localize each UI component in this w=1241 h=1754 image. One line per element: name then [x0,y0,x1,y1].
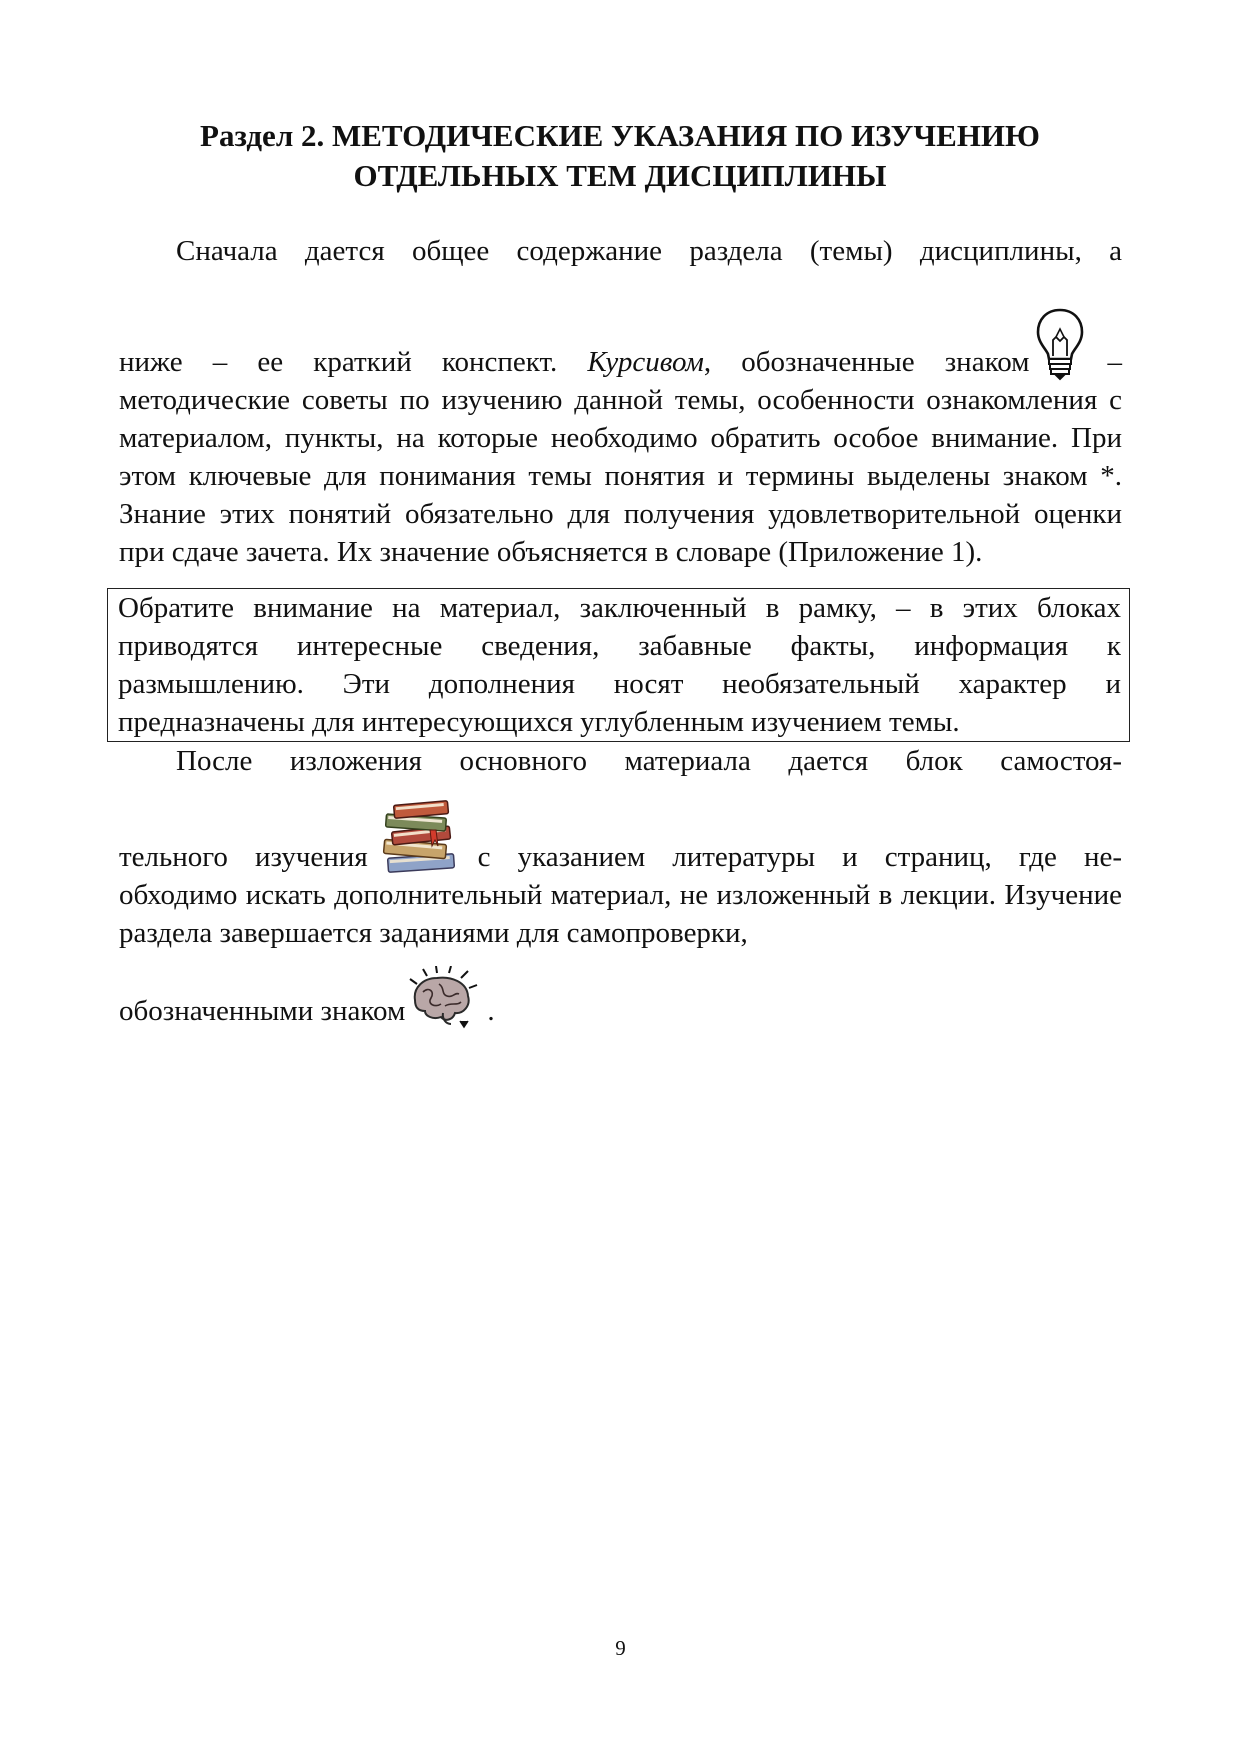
self-study-rest: обходимо искать дополнительный материал, не изложенный в лекции. Изучение раздела завершается заданиями для самопроверки, [119,879,1122,949]
intro-before-italic: ниже – ее краткий конспект. [119,346,588,378]
lightbulb-icon [1034,307,1086,381]
section-heading-line-1: Раздел 2. МЕТОДИЧЕСКИЕ УКАЗАНИЯ ПО ИЗУЧЕНИЮ [200,118,1040,153]
framed-note-text: Обратите внимание на материал, заключенный в рамку, – в этих блоках приводятся интересные сведения, забавные факты, информация к размышлению. Эти дополнения носят необязательный характер и предназначены для интересующихся углубленным изучением темы. [118,592,1121,738]
intro-dash: – [1107,346,1122,378]
intro-after-italic: , обозначенные знаком [703,346,1030,378]
section-heading [120,116,1120,196]
framed-note [107,588,1130,742]
intro-italic-word: Курсивом [587,346,704,378]
section-heading-line-2: ОТДЕЛЬНЫХ ТЕМ ДИСЦИПЛИНЫ [353,158,887,193]
self-study-brain-line [119,966,1122,1030]
page-number: 9 [615,1636,626,1660]
intro-paragraph [119,232,1122,571]
self-study-icon-line [119,800,1122,876]
intro-rest: методические советы по изучению данной темы, особенности ознакомления с материалом, пункты, на которые необходимо обратить особое внимание. При этом ключевые для понимания темы понятия и термины выделены знаком *. Знание этих понятий обязательно для получения удовлетворительной оценки при сдаче зачета. Их значение объясняется в словаре (Приложение 1). [119,384,1122,568]
self-study-before-books: тельного изучения [119,841,368,873]
brain-icon [405,966,483,1030]
self-study-paragraph [119,742,1122,1030]
self-study-first-line: После изложения основного материала дается блок самостоя- [176,745,1122,777]
books-icon [378,800,466,876]
self-study-before-brain: обозначенными знаком [119,995,406,1027]
self-study-after-brain: . [487,995,495,1027]
self-study-after-books: с указанием литературы и страниц, где не- [477,841,1122,873]
intro-icon-line [119,307,1122,381]
intro-first-line: Сначала дается общее содержание раздела (темы) дисциплины, а [176,235,1122,267]
